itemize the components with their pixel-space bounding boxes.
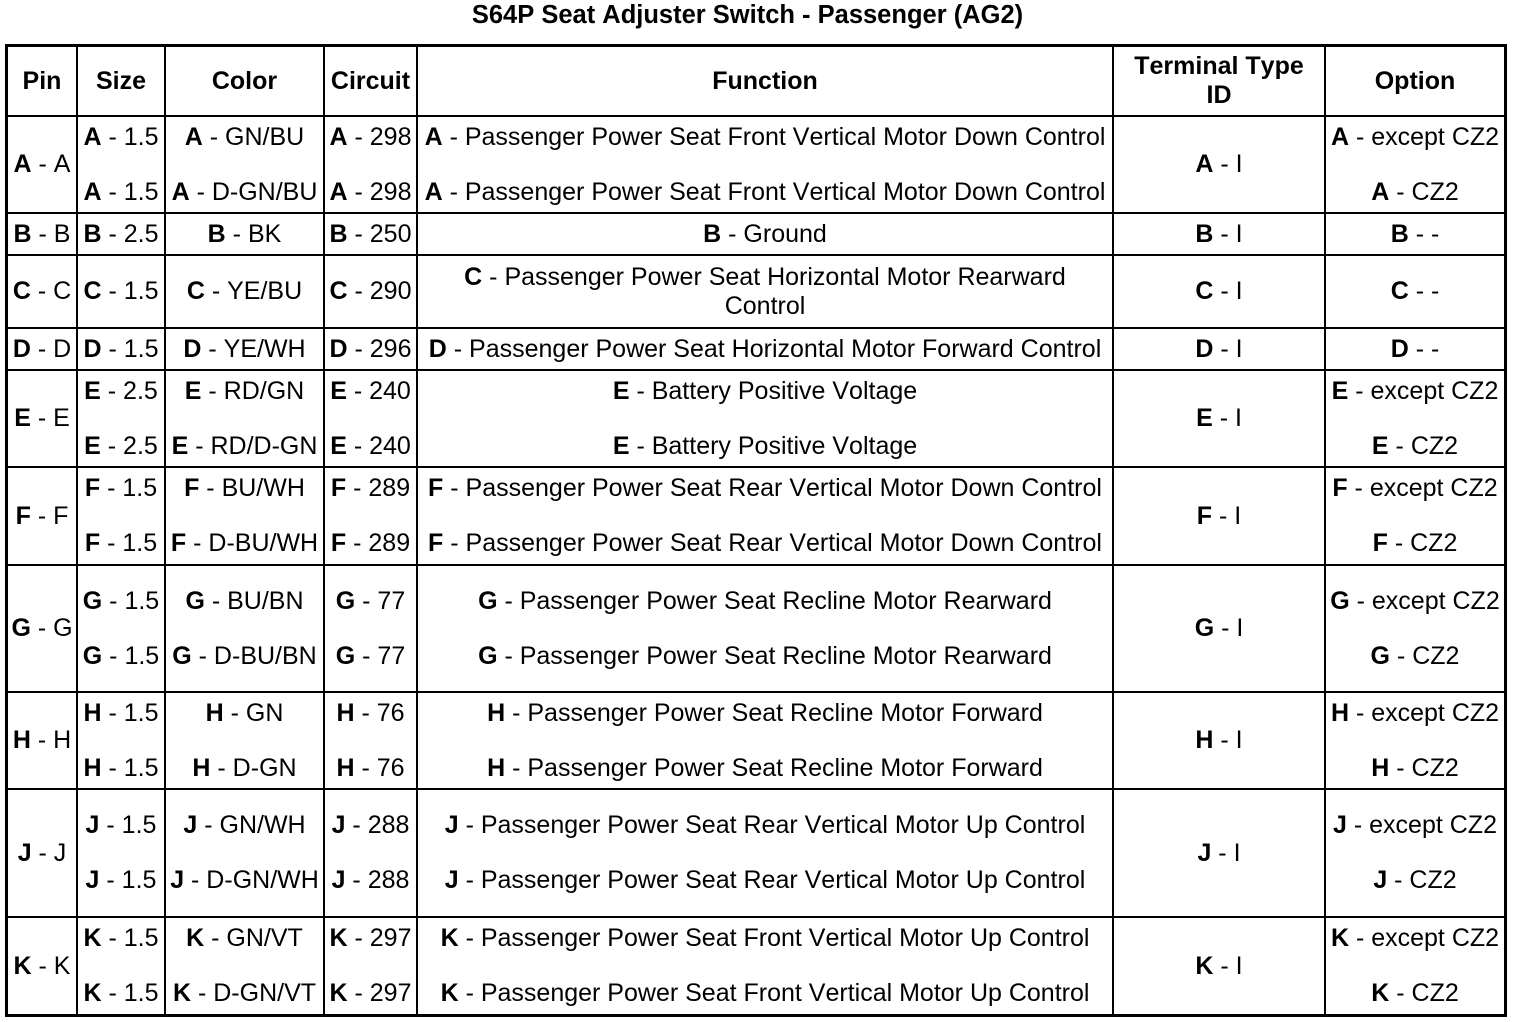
function-value: E - Battery Positive Voltage (612, 376, 918, 405)
size-value: J - 1.5 (85, 811, 157, 839)
color-cell (166, 566, 325, 693)
color-value: K - GN/VT (186, 924, 303, 952)
terminal-value: J - I (1197, 838, 1241, 867)
cavity-letter: H (1195, 726, 1214, 754)
circuit-value: J - 288 (331, 811, 410, 839)
terminal-cell (1114, 117, 1326, 214)
cavity-letter: H (205, 698, 224, 727)
option-value: K - CZ2 (1371, 979, 1459, 1007)
option-value: E - except CZ2 (1331, 376, 1499, 405)
circuit-value: G - 77 (335, 586, 406, 615)
option-value: B - - (1390, 219, 1440, 248)
circuit-value: C - 290 (329, 277, 412, 305)
cavity-letter: D (1390, 334, 1409, 363)
circuit-value: K - 297 (329, 924, 412, 952)
circuit-value: F - 289 (330, 529, 411, 557)
circuit-cell (325, 256, 418, 329)
circuit-value: D - 296 (329, 334, 412, 363)
cavity-letter: F (84, 474, 101, 502)
color-cell (166, 468, 325, 566)
circuit-value: H - 76 (336, 753, 405, 782)
color-value: G - D-BU/BN (172, 641, 317, 670)
cavity-letter: F (428, 474, 444, 502)
size-value: A - 1.5 (83, 122, 159, 151)
size-cell (78, 256, 166, 329)
cavity-letter: G (335, 586, 356, 615)
function-value: A - Passenger Power Seat Front Vertical Motor Down Control (424, 122, 1106, 151)
size-value: B - 2.5 (83, 219, 159, 248)
cavity-letter: E (84, 376, 101, 405)
terminal-cell (1114, 566, 1326, 693)
cavity-letter: H (487, 753, 506, 782)
size-cell (78, 117, 166, 214)
cavity-letter: E (330, 431, 347, 460)
pin-value: D - D (12, 334, 72, 363)
color-value: J - GN/WH (183, 811, 306, 839)
pin-cell (8, 790, 78, 918)
terminal-cell (1114, 329, 1326, 371)
function-value: B - Ground (703, 219, 827, 248)
size-value: E - 2.5 (84, 376, 158, 405)
color-value: J - D-GN/WH (170, 866, 319, 894)
cavity-letter: K (1330, 924, 1349, 952)
function-value: A - Passenger Power Seat Front Vertical Motor Down Control (424, 177, 1106, 206)
option-cell (1326, 468, 1504, 566)
function-cell (418, 214, 1114, 256)
terminal-cell (1114, 214, 1326, 256)
color-cell (166, 117, 325, 214)
circuit-value: H - 76 (336, 698, 405, 727)
circuit-cell (325, 329, 418, 371)
header-size-cell (78, 47, 166, 117)
cavity-letter: A (13, 150, 32, 178)
cavity-letter: D (12, 334, 31, 363)
color-value: B - BK (207, 219, 282, 248)
terminal-value: A - I (1195, 150, 1243, 178)
page-title: S64P Seat Adjuster Switch - Passenger (AG2) (471, 1, 1024, 29)
terminal-cell (1114, 790, 1326, 918)
column-header-label: Option (1374, 66, 1456, 95)
option-value: G - CZ2 (1370, 641, 1460, 670)
cavity-letter: C (1390, 277, 1409, 305)
pin-cell (8, 117, 78, 214)
color-cell (166, 371, 325, 468)
size-value: E - 2.5 (84, 431, 158, 460)
option-value: J - CZ2 (1373, 866, 1457, 894)
cavity-letter: A (329, 177, 348, 206)
terminal-value: B - I (1195, 219, 1243, 248)
cavity-letter: H (83, 753, 102, 782)
circuit-cell (325, 693, 418, 790)
pin-value: F - F (15, 501, 69, 530)
cavity-letter: D (83, 334, 102, 363)
color-cell (166, 918, 325, 1014)
cavity-letter: J (331, 866, 346, 894)
color-value: H - D-GN (192, 753, 297, 782)
cavity-letter: K (186, 924, 205, 952)
cavity-letter: B (703, 219, 722, 248)
cavity-letter: E (184, 376, 202, 405)
cavity-letter: G (82, 641, 103, 670)
cavity-letter: H (192, 753, 211, 782)
pin-value: B - B (13, 219, 71, 248)
function-value: G - Passenger Power Seat Recline Motor Rearward (478, 641, 1052, 670)
terminal-value: D - I (1195, 334, 1243, 363)
cavity-letter: J (170, 866, 185, 894)
cavity-letter: J (1197, 838, 1212, 867)
cavity-letter: A (171, 177, 190, 206)
option-cell (1326, 117, 1504, 214)
cavity-letter: C (464, 262, 483, 291)
cavity-letter: K (13, 951, 32, 980)
circuit-value: K - 297 (329, 979, 412, 1007)
circuit-cell (325, 468, 418, 566)
cavity-letter: B (1390, 219, 1409, 248)
cavity-letter: G (82, 586, 103, 615)
pin-value: E - E (14, 404, 70, 432)
cavity-letter: H (336, 698, 355, 727)
cavity-letter: F (330, 529, 347, 557)
option-cell (1326, 371, 1504, 468)
color-value: E - RD/GN (184, 376, 305, 405)
cavity-letter: E (612, 376, 630, 405)
option-cell (1326, 918, 1504, 1014)
cavity-letter: G (1194, 614, 1215, 642)
circuit-cell (325, 371, 418, 468)
color-cell (166, 214, 325, 256)
function-cell (418, 790, 1114, 918)
cavity-letter: F (15, 501, 31, 530)
pin-value: C - C (12, 277, 72, 305)
circuit-value: E - 240 (330, 376, 411, 405)
function-cell (418, 918, 1114, 1014)
column-header-label: Terminal Type ID (1134, 52, 1304, 109)
size-value: C - 1.5 (83, 277, 159, 305)
option-value: D - - (1390, 334, 1440, 363)
cavity-letter: D (183, 334, 202, 363)
cavity-letter: F (428, 529, 444, 557)
circuit-cell (325, 214, 418, 256)
pin-cell (8, 918, 78, 1014)
cavity-letter: B (1195, 219, 1214, 248)
pin-value: A - A (13, 150, 71, 178)
header-option-cell (1326, 47, 1504, 117)
cavity-letter: A (424, 122, 443, 151)
cavity-letter: H (1371, 753, 1390, 782)
size-value: F - 1.5 (84, 529, 158, 557)
cavity-letter: J (85, 811, 100, 839)
cavity-letter: G (1330, 586, 1350, 615)
function-cell (418, 371, 1114, 468)
cavity-letter: C (186, 277, 205, 305)
function-cell (418, 566, 1114, 693)
terminal-cell (1114, 693, 1326, 790)
size-value: D - 1.5 (83, 334, 159, 363)
option-cell (1326, 329, 1504, 371)
cavity-letter: G (335, 641, 356, 670)
size-value: H - 1.5 (83, 698, 159, 727)
size-value: G - 1.5 (82, 641, 160, 670)
cavity-letter: A (184, 122, 203, 151)
cavity-letter: B (207, 219, 226, 248)
cavity-letter: J (444, 866, 459, 894)
cavity-letter: A (1195, 150, 1214, 178)
header-function-cell (418, 47, 1114, 117)
function-value: H - Passenger Power Seat Recline Motor Forward (487, 753, 1043, 782)
column-header-label: Size (95, 66, 147, 95)
pin-value: J - J (17, 838, 67, 867)
cavity-letter: J (444, 811, 459, 839)
cavity-letter: H (1330, 698, 1349, 727)
function-cell (418, 468, 1114, 566)
cavity-letter: G (1370, 641, 1390, 670)
column-header-label: Function (712, 66, 818, 95)
cavity-letter: D (428, 334, 447, 363)
cavity-letter: H (12, 726, 31, 754)
cavity-letter: D (329, 334, 348, 363)
header-pin-cell (8, 47, 78, 117)
color-cell (166, 790, 325, 918)
color-value: A - D-GN/BU (171, 177, 318, 206)
cavity-letter: J (183, 811, 198, 839)
option-value: K - except CZ2 (1330, 924, 1500, 952)
option-cell (1326, 790, 1504, 918)
cavity-letter: E (14, 404, 31, 432)
terminal-value: G - I (1194, 614, 1244, 642)
function-value: K - Passenger Power Seat Front Vertical Motor Up Control (440, 924, 1090, 952)
size-cell (78, 566, 166, 693)
size-value: A - 1.5 (83, 177, 159, 206)
cavity-letter: J (17, 838, 32, 867)
cavity-letter: F (1372, 529, 1388, 557)
option-value: F - CZ2 (1372, 529, 1458, 557)
size-value: H - 1.5 (83, 753, 159, 782)
cavity-letter: K (1371, 979, 1390, 1007)
circuit-cell (325, 918, 418, 1014)
function-value: E - Battery Positive Voltage (612, 431, 918, 460)
cavity-letter: G (478, 641, 498, 670)
cavity-letter: C (83, 277, 102, 305)
color-value: F - BU/WH (184, 474, 305, 502)
option-value: H - except CZ2 (1330, 698, 1500, 727)
cavity-letter: K (172, 979, 192, 1007)
terminal-cell (1114, 468, 1326, 566)
header-color-cell (166, 47, 325, 117)
function-cell (418, 256, 1114, 329)
function-cell (418, 329, 1114, 371)
size-value: K - 1.5 (83, 979, 159, 1007)
color-value: D - YE/WH (183, 334, 306, 363)
cavity-letter: K (329, 979, 348, 1007)
terminal-cell (1114, 371, 1326, 468)
cavity-letter: A (329, 122, 348, 151)
cavity-letter: G (478, 586, 498, 615)
function-value: H - Passenger Power Seat Recline Motor Forward (487, 698, 1043, 727)
function-value: J - Passenger Power Seat Rear Vertical Motor Up Control (444, 866, 1086, 894)
option-value: H - CZ2 (1371, 753, 1459, 782)
terminal-cell (1114, 256, 1326, 329)
color-cell (166, 693, 325, 790)
option-value: E - CZ2 (1371, 431, 1459, 460)
cavity-letter: F (84, 529, 101, 557)
size-cell (78, 468, 166, 566)
pin-cell (8, 371, 78, 468)
pin-cell (8, 329, 78, 371)
circuit-value: A - 298 (329, 177, 412, 206)
cavity-letter: F (1332, 474, 1348, 502)
cavity-letter: C (1195, 277, 1214, 305)
size-value: J - 1.5 (85, 866, 157, 894)
option-cell (1326, 566, 1504, 693)
cavity-letter: K (329, 924, 348, 952)
cavity-letter: C (329, 277, 348, 305)
cavity-letter: E (1331, 376, 1349, 405)
color-value: E - RD/D-GN (171, 431, 318, 460)
circuit-cell (325, 790, 418, 918)
pin-cell (8, 468, 78, 566)
size-cell (78, 371, 166, 468)
color-cell (166, 256, 325, 329)
column-header-label: Color (211, 66, 278, 95)
function-value: J - Passenger Power Seat Rear Vertical Motor Up Control (444, 811, 1086, 839)
cavity-letter: A (424, 177, 443, 206)
size-cell (78, 918, 166, 1014)
terminal-value: H - I (1195, 726, 1243, 754)
cavity-letter: B (329, 219, 348, 248)
color-value: C - YE/BU (186, 277, 303, 305)
cavity-letter: A (83, 177, 102, 206)
terminal-value: K - I (1195, 951, 1243, 980)
circuit-value: G - 77 (335, 641, 406, 670)
cavity-letter: C (12, 277, 31, 305)
option-cell (1326, 214, 1504, 256)
option-value: G - except CZ2 (1330, 586, 1500, 615)
size-cell (78, 693, 166, 790)
circuit-cell (325, 117, 418, 214)
pin-cell (8, 256, 78, 329)
cavity-letter: K (1195, 951, 1214, 980)
circuit-value: F - 289 (330, 474, 411, 502)
size-cell (78, 790, 166, 918)
function-cell (418, 693, 1114, 790)
cavity-letter: F (1196, 501, 1213, 530)
color-value: G - BU/BN (185, 586, 304, 615)
circuit-value: E - 240 (330, 431, 411, 460)
pin-value: G - G (11, 614, 73, 642)
cavity-letter: F (170, 529, 187, 557)
function-value: F - Passenger Power Seat Rear Vertical Motor Down Control (428, 529, 1102, 557)
cavity-letter: A (83, 122, 102, 151)
cavity-letter: K (83, 979, 102, 1007)
option-value: A - except CZ2 (1330, 122, 1500, 151)
pin-cell (8, 693, 78, 790)
function-value: F - Passenger Power Seat Rear Vertical Motor Down Control (428, 474, 1102, 502)
size-value: K - 1.5 (83, 924, 159, 952)
cavity-letter: G (172, 641, 192, 670)
circuit-value: A - 298 (329, 122, 412, 151)
cavity-letter: K (440, 979, 459, 1007)
pin-value: K - K (13, 951, 71, 980)
pin-cell (8, 214, 78, 256)
cavity-letter: E (171, 431, 189, 460)
cavity-letter: J (1333, 811, 1347, 839)
option-value: A - CZ2 (1371, 177, 1459, 206)
color-value: K - D-GN/VT (172, 979, 317, 1007)
cavity-letter: E (612, 431, 630, 460)
color-value: F - D-BU/WH (170, 529, 319, 557)
column-header-label: Circuit (330, 66, 411, 95)
cavity-letter: F (184, 474, 200, 502)
function-value: G - Passenger Power Seat Recline Motor Rearward (478, 586, 1052, 615)
cavity-letter: G (185, 586, 205, 615)
cavity-letter: E (330, 376, 347, 405)
cavity-letter: A (1330, 122, 1349, 151)
pin-cell (8, 566, 78, 693)
circuit-value: B - 250 (329, 219, 412, 248)
cavity-letter: G (11, 614, 31, 642)
size-cell (78, 329, 166, 371)
function-value: D - Passenger Power Seat Horizontal Motor Forward Control (428, 334, 1102, 363)
cavity-letter: A (1371, 177, 1390, 206)
header-terminal-cell (1114, 47, 1326, 117)
cavity-letter: K (440, 924, 459, 952)
cavity-letter: E (84, 431, 101, 460)
circuit-cell (325, 566, 418, 693)
function-cell (418, 117, 1114, 214)
cavity-letter: E (1371, 431, 1389, 460)
option-value: C - - (1390, 277, 1440, 305)
option-value: J - except CZ2 (1333, 811, 1497, 839)
cavity-letter: J (1373, 866, 1388, 894)
option-value: F - except CZ2 (1332, 474, 1498, 502)
function-value: K - Passenger Power Seat Front Vertical Motor Up Control (440, 979, 1090, 1007)
option-cell (1326, 693, 1504, 790)
cavity-letter: E (1196, 404, 1213, 432)
cavity-letter: D (1195, 334, 1214, 363)
terminal-value: E - I (1196, 404, 1242, 432)
cavity-letter: J (85, 866, 100, 894)
size-cell (78, 214, 166, 256)
color-value: A - GN/BU (184, 122, 305, 151)
cavity-letter: H (487, 698, 506, 727)
color-value: H - GN (205, 698, 284, 727)
cavity-letter: H (336, 753, 355, 782)
size-value: G - 1.5 (82, 586, 160, 615)
terminal-value: C - I (1195, 277, 1243, 305)
circuit-value: J - 288 (331, 866, 410, 894)
column-header-label: Pin (22, 66, 62, 95)
terminal-value: F - I (1196, 501, 1242, 530)
cavity-letter: B (13, 219, 32, 248)
cavity-letter: H (83, 698, 102, 727)
color-cell (166, 329, 325, 371)
cavity-letter: B (83, 219, 102, 248)
header-circuit-cell (325, 47, 418, 117)
cavity-letter: F (330, 474, 347, 502)
cavity-letter: J (331, 811, 346, 839)
option-cell (1326, 256, 1504, 329)
cavity-letter: K (83, 924, 102, 952)
size-value: F - 1.5 (84, 474, 158, 502)
function-value: C - Passenger Power Seat Horizontal Motor Rearward Control (464, 262, 1066, 320)
connector-pinout-table (5, 44, 1507, 1017)
pin-value: H - H (12, 726, 72, 754)
terminal-cell (1114, 918, 1326, 1014)
